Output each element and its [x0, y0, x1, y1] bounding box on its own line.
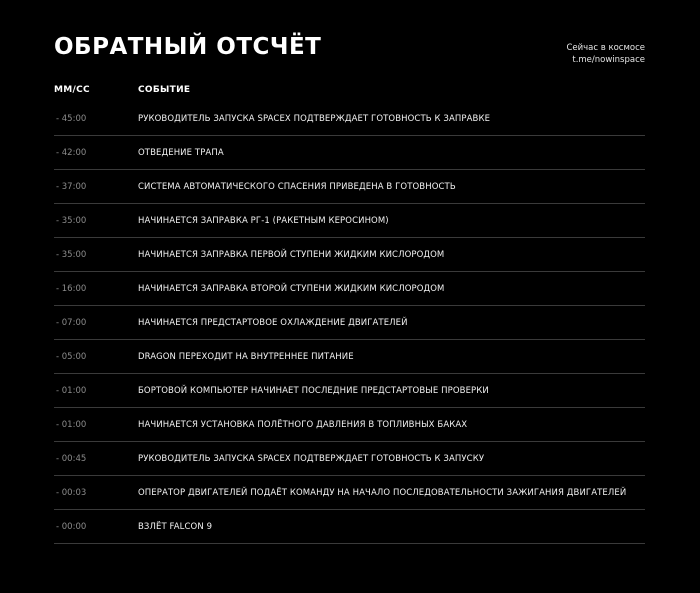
row-event: ОПЕРАТОР ДВИГАТЕЛЕЙ ПОДАЁТ КОМАНДУ НА НАЧАЛО ПОСЛЕДОВАТЕЛЬНОСТИ ЗАЖИГАНИЯ ДВИГАТЕЛЕЙ: [138, 487, 627, 498]
table-row: [54, 170, 645, 204]
row-event: ВЗЛЁТ FALCON 9: [138, 521, 213, 532]
row-event: РУКОВОДИТЕЛЬ ЗАПУСКА SPACEX ПОДТВЕРЖДАЕТ ГОТОВНОСТЬ К ЗАПРАВКЕ: [138, 113, 491, 124]
table-row: [54, 238, 645, 272]
row-time: - 42:00: [56, 147, 87, 158]
row-time: - 16:00: [56, 283, 87, 294]
row-time: - 01:00: [56, 419, 87, 430]
table-row: [54, 306, 645, 340]
row-event: СИСТЕМА АВТОМАТИЧЕСКОГО СПАСЕНИЯ ПРИВЕДЕНА В ГОТОВНОСТЬ: [138, 181, 456, 192]
table-row: [54, 272, 645, 306]
row-time: - 05:00: [56, 351, 87, 362]
table-header: [54, 78, 645, 102]
row-time: - 00:45: [56, 453, 87, 464]
table-row: [54, 136, 645, 170]
channel-name: Сейчас в космосе: [566, 43, 645, 53]
table-row: [54, 442, 645, 476]
table-row: [54, 476, 645, 510]
row-time: - 00:00: [56, 521, 87, 532]
row-event: БОРТОВОЙ КОМПЬЮТЕР НАЧИНАЕТ ПОСЛЕДНИЕ ПРЕДСТАРТОВЫЕ ПРОВЕРКИ: [138, 385, 489, 396]
table-row: [54, 374, 645, 408]
row-time: - 37:00: [56, 181, 87, 192]
table-body: [54, 102, 645, 544]
row-event: РУКОВОДИТЕЛЬ ЗАПУСКА SPACEX ПОДТВЕРЖДАЕТ ГОТОВНОСТЬ К ЗАПУСКУ: [138, 453, 485, 464]
row-time: - 45:00: [56, 113, 87, 124]
table-row: [54, 340, 645, 374]
row-event: НАЧИНАЕТСЯ ЗАПРАВКА РГ-1 (РАКЕТНЫМ КЕРОСИНОМ): [138, 215, 389, 226]
row-time: - 00:03: [56, 487, 87, 498]
countdown-table: [54, 78, 645, 544]
row-event: DRAGON ПЕРЕХОДИТ НА ВНУТРЕННЕЕ ПИТАНИЕ: [138, 351, 354, 362]
row-time: - 07:00: [56, 317, 87, 328]
row-event: НАЧИНАЕТСЯ ЗАПРАВКА ВТОРОЙ СТУПЕНИ ЖИДКИМ КИСЛОРОДОМ: [138, 283, 445, 294]
table-row: [54, 204, 645, 238]
page-title: ОБРАТНЫЙ ОТСЧЁТ: [54, 34, 322, 60]
channel-credit: [566, 42, 645, 66]
row-event: ОТВЕДЕНИЕ ТРАПА: [138, 147, 224, 158]
row-event: НАЧИНАЕТСЯ ЗАПРАВКА ПЕРВОЙ СТУПЕНИ ЖИДКИМ КИСЛОРОДОМ: [138, 249, 445, 260]
row-event: НАЧИНАЕТСЯ УСТАНОВКА ПОЛЁТНОГО ДАВЛЕНИЯ В ТОПЛИВНЫХ БАКАХ: [138, 419, 468, 430]
table-row: [54, 102, 645, 136]
row-time: - 01:00: [56, 385, 87, 396]
column-header-event: СОБЫТИЕ: [138, 85, 191, 95]
table-row: [54, 408, 645, 442]
row-time: - 35:00: [56, 249, 87, 260]
table-row: [54, 510, 645, 544]
row-time: - 35:00: [56, 215, 87, 226]
row-event: НАЧИНАЕТСЯ ПРЕДСТАРТОВОЕ ОХЛАЖДЕНИЕ ДВИГАТЕЛЕЙ: [138, 317, 408, 328]
channel-link: t.me/nowinspace: [572, 55, 645, 65]
column-header-time: ММ/СС: [54, 85, 90, 95]
